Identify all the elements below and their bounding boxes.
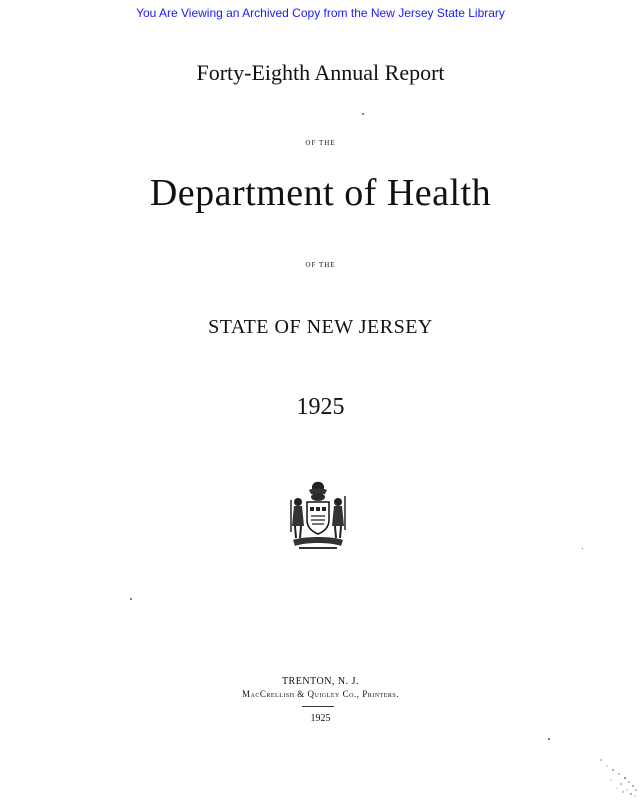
- of-the-label-top: OF THE: [305, 139, 336, 147]
- report-year: 1925: [296, 394, 345, 420]
- imprint-city: TRENTON, N. J.: [281, 676, 360, 687]
- archive-banner: You Are Viewing an Archived Copy from the New Jersey State Library: [136, 6, 505, 20]
- of-the-label-middle: OF THE: [305, 261, 336, 269]
- department-title: Department of Health: [149, 172, 492, 214]
- imprint-printer: MacCrellish & Quigley Co., Printers.: [242, 689, 399, 699]
- scan-noise: [541, 740, 641, 800]
- state-seal-icon: [285, 480, 351, 552]
- scan-speck: [362, 113, 364, 115]
- scan-speck: [582, 548, 583, 549]
- state-title: STATE OF NEW JERSEY: [208, 316, 433, 338]
- report-title: Forty-Eighth Annual Report: [196, 60, 445, 85]
- imprint-year: 1925: [310, 713, 331, 724]
- imprint-divider: [302, 706, 334, 707]
- scan-speck: [130, 598, 132, 600]
